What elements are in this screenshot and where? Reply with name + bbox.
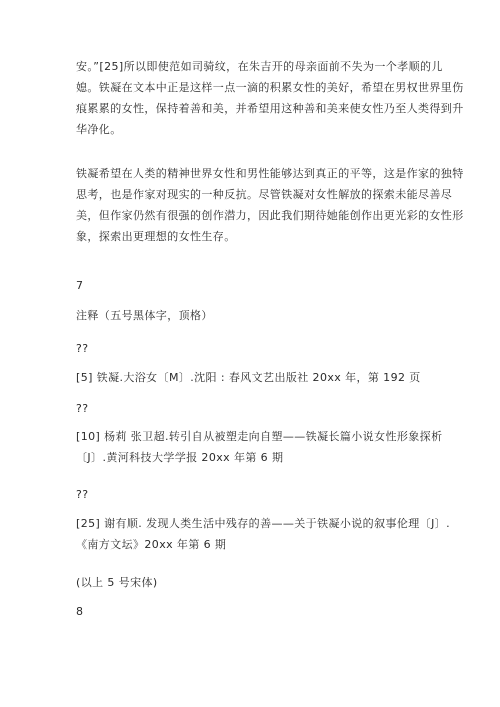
- reference-line: 〔J〕.黄河科技大学学报 20xx 年第 6 期: [76, 451, 284, 464]
- reference-line: 《南方文坛》20xx 年第 6 期: [76, 538, 227, 551]
- paragraph-line: 铁凝希望在人类的精神世界女性和男性能够达到真正的平等，这是作家的独特: [76, 167, 464, 180]
- reference-entry-25: [76, 513, 451, 555]
- paragraph-line: 美，但作家仍然有很强的创作潜力，因此我们期待她能创作出更光彩的女性形: [76, 209, 464, 222]
- reference-line: [25] 谢有顺. 发现人类生活中残存的善——关于铁凝小说的叙事伦理〔J〕.: [76, 517, 451, 530]
- reference-entry-10: [76, 426, 443, 468]
- format-note: (以上 5 号宋体): [76, 576, 158, 589]
- page-number: 7: [76, 279, 84, 292]
- reference-entry-5: [76, 367, 431, 388]
- placeholder-marks: ??: [76, 402, 89, 415]
- reference-line: [5] 铁凝.大浴女〔M〕.沈阳 : 春风文艺出版社 20xx 年，第 192 页: [76, 371, 421, 384]
- placeholder-marks: ??: [76, 342, 89, 355]
- body-paragraph-2: [76, 163, 464, 247]
- paragraph-line: 思考，也是作家对现实的一种反抗。尽管铁凝对女性解放的探索未能尽善尽: [76, 188, 453, 201]
- paragraph-line: 象，探索出更理想的女性生存。: [76, 230, 236, 243]
- paragraph-line: 痕累累的女性，保持着善和美，并希望用这种善和美来使女性乃至人类得到升: [76, 102, 464, 115]
- notes-heading: 注释（五号黑体字，顶格）: [76, 309, 213, 322]
- body-paragraph-1: [76, 56, 464, 140]
- page-number: 8: [76, 605, 84, 618]
- paragraph-line: 华净化。: [76, 123, 122, 136]
- placeholder-marks: ??: [76, 488, 89, 501]
- paragraph-line: 媳。铁凝在文本中正是这样一点一滴的积累女性的美好，希望在男权世界里伤: [76, 81, 464, 94]
- reference-line: [10] 杨莉 张卫超.转引自从被塑走向自塑——铁凝长篇小说女性形象探析: [76, 430, 443, 443]
- paragraph-line: 安。”[25]所以即使范如司骑纹，在朱吉开的母亲面前不失为一个孝顺的儿: [76, 60, 443, 73]
